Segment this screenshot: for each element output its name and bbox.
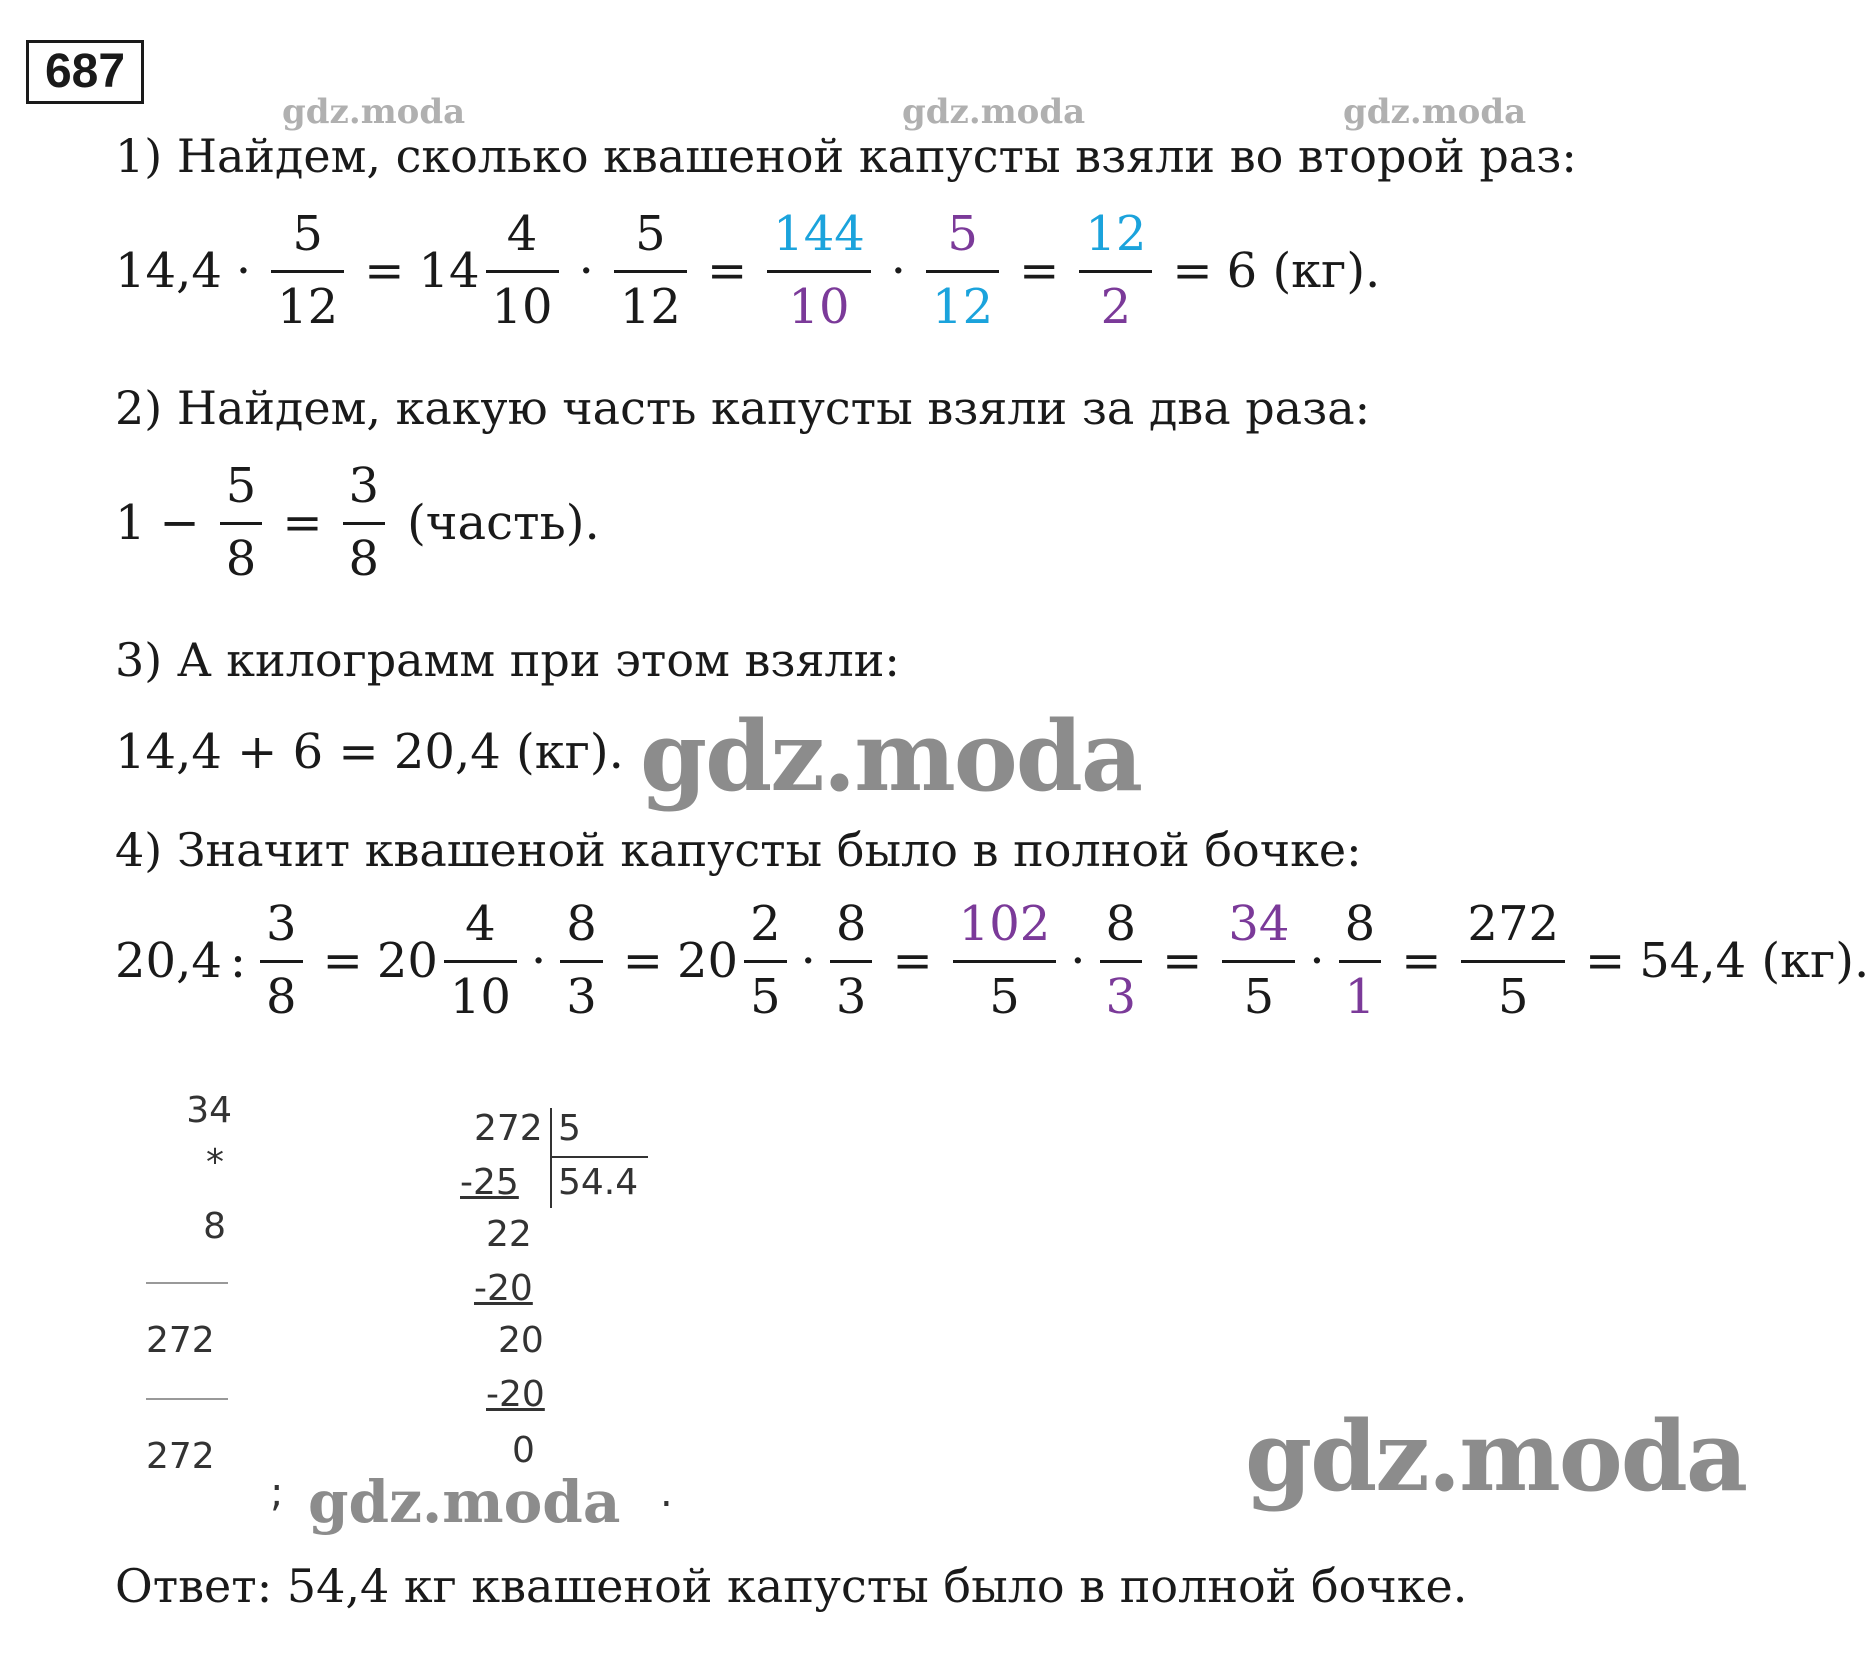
step1-heading: 1) Найдем, сколько квашеной капусты взяли во второй раз: [115, 129, 1577, 183]
watermark: gdz.moda [1343, 92, 1527, 132]
equals-sign: = [1162, 932, 1203, 989]
multiply-sign: · [890, 242, 907, 299]
equals-sign: = [706, 242, 748, 299]
watermark: gdz.moda [282, 92, 466, 132]
fraction: $\frac{5}{12}$ [271, 210, 344, 331]
fraction: $\frac{2}{5}$ [744, 900, 787, 1021]
equals-sign: = [1172, 242, 1213, 299]
number: 1 [115, 494, 146, 551]
fraction: $\frac{4}{10}$ [444, 900, 517, 1021]
division-step: -25 [460, 1162, 519, 1203]
multiply-sign: · [235, 242, 252, 299]
trailing-dot: . [660, 1470, 673, 1516]
divide-sign: : [229, 932, 247, 989]
fraction: $\frac{272}{5}$ [1461, 900, 1565, 1021]
whole-part: 20 [677, 932, 739, 989]
calc-divider [146, 1398, 228, 1400]
quotient: 54.4 [558, 1162, 639, 1203]
watermark: gdz.moda [308, 1468, 621, 1536]
number: 14,4 [115, 242, 222, 299]
result: 6 (кг). [1226, 242, 1381, 299]
fraction: $\frac{3}{8}$ [343, 462, 386, 583]
calc-divider [146, 1282, 228, 1284]
equals-sign: = [892, 932, 933, 989]
multiply-operator: * [206, 1142, 224, 1183]
equals-sign: = [364, 242, 405, 299]
fraction: $\frac{5}{8}$ [220, 462, 263, 583]
divisor: 5 [558, 1108, 581, 1149]
step2-equation [115, 458, 600, 587]
problem-number: 687 [26, 40, 144, 104]
fraction: $\frac{5}{12}$ [926, 210, 999, 331]
equals-sign: = [322, 932, 363, 989]
division-step: -20 [486, 1374, 545, 1415]
step3-equation: 14,4 + 6 = 20,4 (кг). [115, 724, 624, 780]
step2-heading: 2) Найдем, какую часть капусты взяли за два раза: [115, 381, 1371, 435]
division-bracket [552, 1156, 648, 1158]
product: 272 [146, 1436, 215, 1477]
minus-sign: − [159, 494, 200, 551]
multiplicand: 34 [186, 1090, 232, 1131]
fraction: $\frac{8}{3}$ [560, 900, 603, 1021]
fraction: $\frac{144}{10}$ [767, 210, 871, 331]
separator: ; [270, 1470, 284, 1516]
division-step: 22 [486, 1214, 532, 1255]
dividend: 272 [474, 1108, 543, 1149]
fraction: $\frac{8}{1}$ [1339, 900, 1382, 1021]
number: 20,4 [115, 932, 222, 989]
equals-sign: = [622, 932, 663, 989]
fraction: $\frac{5}{12}$ [614, 210, 687, 331]
watermark: gdz.moda [902, 92, 1086, 132]
step1-equation [115, 206, 1381, 335]
fraction: $\frac{8}{3}$ [830, 900, 873, 1021]
whole-part: 20 [376, 932, 438, 989]
division-step: 0 [512, 1430, 535, 1471]
partial-product: 272 [146, 1320, 215, 1361]
watermark: gdz.moda [1245, 1400, 1747, 1513]
multiply-sign: · [1309, 932, 1325, 989]
fraction: $\frac{34}{5}$ [1222, 900, 1295, 1021]
multiply-sign: · [1070, 932, 1086, 989]
step3-heading: 3) А килограмм при этом взяли: [115, 633, 900, 687]
fraction: $\frac{102}{5}$ [953, 900, 1057, 1021]
equals-sign: = [1401, 932, 1442, 989]
equals-sign: = [1019, 242, 1060, 299]
step4-equation [115, 896, 1869, 1025]
division-step: -20 [474, 1268, 533, 1309]
result: 54,4 (кг). [1639, 932, 1869, 989]
equals-sign: = [282, 494, 323, 551]
answer: Ответ: 54,4 кг квашеной капусты было в полной бочке. [115, 1559, 1468, 1613]
whole-part: 14 [418, 242, 480, 299]
result: (часть). [407, 494, 600, 551]
fraction: $\frac{8}{3}$ [1100, 900, 1143, 1021]
step4-heading: 4) Значит квашеной капусты было в полной бочке: [115, 823, 1362, 877]
fraction: $\frac{4}{10}$ [486, 210, 559, 331]
fraction: $\frac{12}{2}$ [1079, 210, 1152, 331]
multiplier: 8 [203, 1206, 226, 1247]
division-bracket [550, 1108, 552, 1208]
division-step: 20 [498, 1320, 544, 1361]
watermark: gdz.moda [640, 700, 1142, 813]
multiply-sign: · [530, 932, 547, 989]
fraction: $\frac{3}{8}$ [260, 900, 303, 1021]
multiply-sign: · [800, 932, 816, 989]
multiply-sign: · [578, 242, 594, 299]
equals-sign: = [1585, 932, 1626, 989]
